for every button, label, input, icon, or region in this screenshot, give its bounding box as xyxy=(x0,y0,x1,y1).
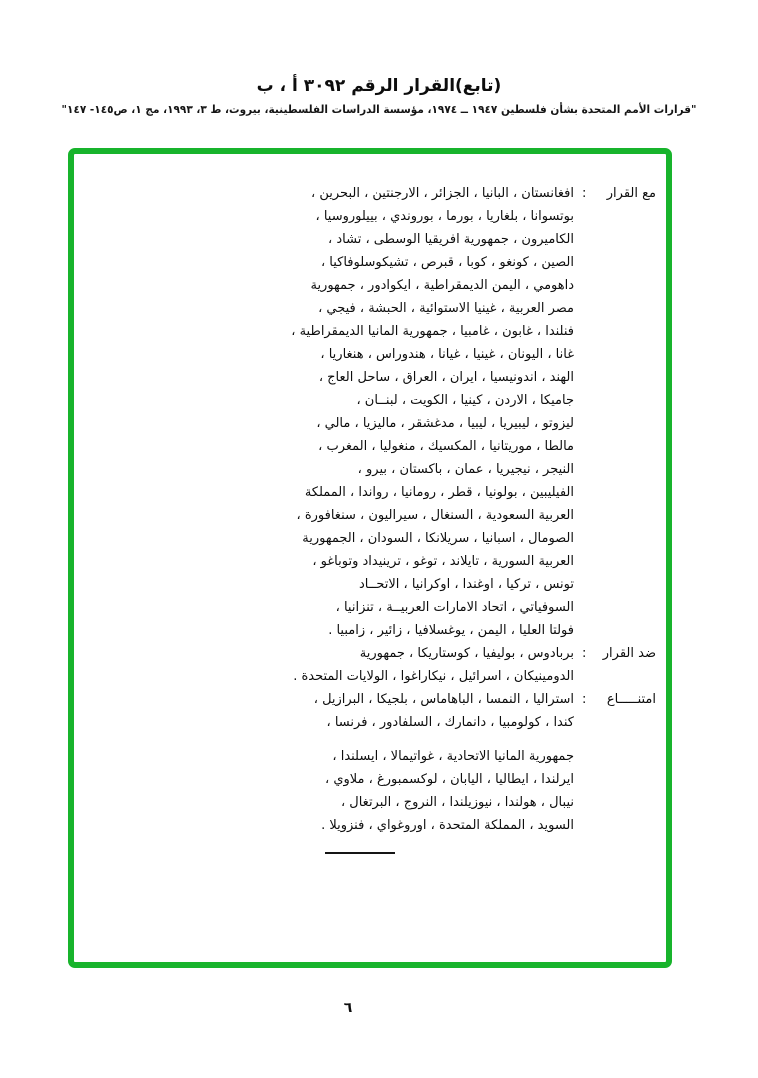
country-line: الصين ، كونغو ، كوبا ، قبرص ، تشيكوسلوفاكيا ، xyxy=(320,255,574,270)
country-lines xyxy=(291,182,574,642)
country-line: فنلندا ، غابون ، غامبيا ، جمهورية المانيا الديمقراطية ، xyxy=(291,324,574,339)
country-lines xyxy=(316,745,574,837)
content-frame xyxy=(68,148,672,968)
country-line: العربية السعودية ، السنغال ، سيراليون ، سنغافورة ، xyxy=(296,508,574,523)
country-lines xyxy=(313,688,574,734)
country-line: تونس ، تركيا ، اوغندا ، اوكرانيا ، الاتحــاد xyxy=(358,577,574,592)
vote-section-2 xyxy=(313,688,656,734)
country-line: جمهورية المانيا الاتحادية ، غواتيمالا ، ايسلندا ، xyxy=(332,749,574,764)
vote-section-continuation xyxy=(316,745,656,837)
country-line: استراليا ، النمسا ، الباهاماس ، بلجيكا ، البرازيل ، xyxy=(313,692,574,707)
country-line: بربادوس ، بوليفيا ، كوستاريكا ، جمهورية xyxy=(359,646,574,661)
country-line: السويد ، المملكة المتحدة ، اوروغواي ، فنزويلا . xyxy=(321,818,574,833)
vote-results xyxy=(291,182,656,837)
document-title: (تابع)القرار الرقم ٣٠٩٢ أ ، ب xyxy=(256,76,502,96)
vote-label xyxy=(574,688,656,711)
country-line: افغانستان ، البانيا ، الجزائر ، الارجنتين ، البحرين ، xyxy=(311,186,574,201)
country-line: الدومينيكان ، اسرائيل ، نيكاراغوا ، الولايات المتحدة . xyxy=(293,669,574,684)
country-line: بوتسوانا ، بلغاريا ، بورما ، بوروندي ، بييلوروسيا ، xyxy=(315,209,574,224)
country-line: النيجر ، نيجيريا ، عمان ، باكستان ، بيرو ، xyxy=(357,462,574,477)
vote-label xyxy=(574,182,656,205)
country-line: مالطا ، موريتانيا ، المكسيك ، منغوليا ، المغرب ، xyxy=(318,439,574,454)
vote-label-colon: : xyxy=(582,646,587,661)
page-number: ٦ xyxy=(343,1000,353,1016)
country-line: ليزوتو ، ليبيريا ، ليبيا ، مدغشقر ، ماليزيا ، مالي ، xyxy=(316,416,574,431)
country-line: الفيليبين ، بولونيا ، قطر ، رومانيا ، رواندا ، المملكة xyxy=(304,485,574,500)
country-line: نيبال ، هولندا ، نيوزيلندا ، النروج ، البرتغال ، xyxy=(340,795,574,810)
country-line: جاميكا ، الاردن ، كينيا ، الكويت ، لبنــان ، xyxy=(356,393,574,408)
country-line: العربية السورية ، تايلاند ، توغو ، ترينيداد وتوباغو ، xyxy=(312,554,574,569)
country-line: الكاميرون ، جمهورية افريقيا الوسطى ، تشاد ، xyxy=(328,232,574,247)
source-citation: "قرارات الأمم المتحدة بشأن فلسطين ١٩٤٧ ــ ١٩٧٤، مؤسسة الدراسات الفلسطينية، بيروت، ط ٣، ١٩٩٣، مج ١، ص١٤٥- ١٤٧" xyxy=(61,103,697,117)
country-line: كندا ، كولومبيا ، دانمارك ، السلفادور ، فرنسا ، xyxy=(326,715,574,730)
country-line: الصومال ، اسبانيا ، سريلانكا ، السودان ، الجمهورية xyxy=(302,531,574,546)
country-lines xyxy=(293,642,574,688)
vote-label-colon: : xyxy=(582,186,587,201)
country-line: مصر العربية ، غينيا الاستوائية ، الحبشة ، فيجي ، xyxy=(318,301,574,316)
country-line: ايرلندا ، ايطاليا ، اليابان ، لوكسمبورغ ، ملاوي ، xyxy=(325,772,574,787)
country-line: السوفياتي ، اتحاد الامارات العربيــة ، تنزانيا ، xyxy=(335,600,574,615)
vote-label xyxy=(574,642,656,665)
end-divider xyxy=(325,852,395,854)
country-line: داهومي ، اليمن الديمقراطية ، ايكوادور ، جمهورية xyxy=(310,278,574,293)
vote-label-colon: : xyxy=(582,692,587,707)
vote-label-text: امتنـــــاع xyxy=(606,692,656,707)
vote-section-0 xyxy=(291,182,656,642)
vote-label-text: مع القرار xyxy=(606,186,656,201)
country-line: فولتا العليا ، اليمن ، يوغسلافيا ، زائير ، زامبيا . xyxy=(328,623,574,638)
country-line: الهند ، اندونيسيا ، ايران ، العراق ، ساحل العاج ، xyxy=(318,370,574,385)
country-line: غانا ، اليونان ، غينيا ، غيانا ، هندوراس ، هنغاريا ، xyxy=(320,347,574,362)
vote-section-1 xyxy=(293,642,656,688)
vote-label-text: ضد القرار xyxy=(602,646,656,661)
